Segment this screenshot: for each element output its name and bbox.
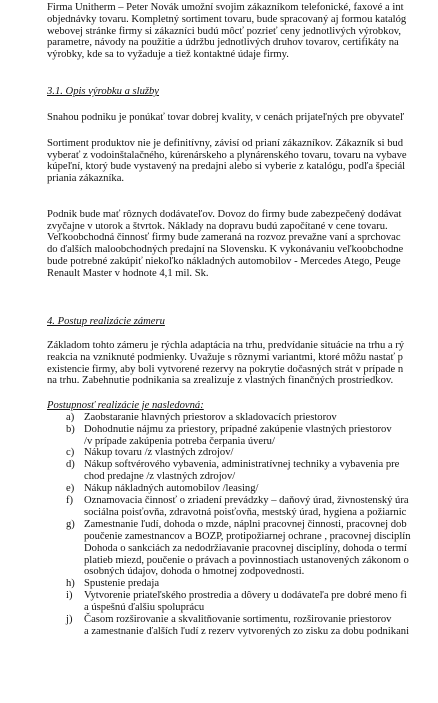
paragraph-line: existencie firmy, aby boli vytvorené rezervy na pokrytie dočasných strát v prípade n bbox=[47, 364, 404, 375]
list-item-text: Oznamovacia činnosť o zriadení prevádzky – daňový úrad, živnostenský úra bbox=[84, 495, 409, 506]
list-item-text: Zamestnanie ľudí, dohoda o mzde, náplni pracovnej činnosti, pracovnej dob bbox=[84, 519, 407, 530]
paragraph-line: vyberať z vodoinštalačného, kúrenárskeho a plynárenského tovaru, tovaru na vybave bbox=[47, 150, 407, 161]
list-item-text: /v prípade zakúpenia potreba čerpania úveru/ bbox=[84, 436, 275, 447]
list-item-text: a zamestnanie ďalších ľudí z rezerv vytvorených zo zisku za dobu podnikani bbox=[84, 626, 410, 637]
list-item-text: sociálna poisťovňa, zdravotná poisťovňa, mestský úrad, hygiena a požiarnic bbox=[84, 507, 407, 518]
paragraph-line: Renault Master v hodnote 4,1 mil. Sk. bbox=[47, 268, 209, 279]
list-item-text: chod predajne /z vlastných zdrojov/ bbox=[84, 471, 236, 482]
list-item-label: j) bbox=[66, 614, 73, 625]
list-item-text: Vytvorenie priateľského prostredia a dôvery u dodávateľa pre dobré meno fi bbox=[84, 590, 407, 601]
list-item-label: f) bbox=[66, 495, 74, 506]
list-item-text: poučenie zamestnancov a BOZP, protipožiarnej ochrane , pracovnej disciplín bbox=[84, 531, 411, 542]
list-item-text: Časom rozširovanie a skvalitňovanie sortimentu, rozširovanie priestorov bbox=[84, 614, 392, 625]
list-item-text: a úspešnú ďalšiu spoluprácu bbox=[84, 602, 205, 613]
intro-line: Firma Unitherm – Peter Novák umožní svojim zákazníkom telefonické, faxové a int bbox=[47, 2, 404, 13]
paragraph-line: Sortiment produktov nie je definitívny, závisí od prianí zákazníkov. Zákazník si bud bbox=[47, 138, 404, 149]
list-item-text: Zaobstaranie hlavných priestorov a skladovacích priestorov bbox=[84, 412, 337, 423]
list-item-text: Nákup tovaru /z vlastných zdrojov/ bbox=[84, 447, 234, 458]
list-item-text: Dohodnutie nájmu za priestory, prípadné zakúpenie vlastných priestorov bbox=[84, 424, 392, 435]
list-item-label: g) bbox=[66, 519, 75, 530]
paragraph-line: bude potrebné zakúpiť niekoľko nákladných automobilov - Mercedes Atego, Peuge bbox=[47, 256, 401, 267]
paragraph-line: zvyčajne v utorok a štvrtok. Náklady na dopravu budú započítané v cene tovaru. bbox=[47, 221, 388, 232]
list-item-label: h) bbox=[66, 578, 75, 589]
list-item-label: c) bbox=[66, 447, 75, 458]
section-4-heading: 4. Postup realizácie zámeru bbox=[47, 316, 165, 327]
list-item-text: Nákup softvérového vybavenia, administratívnej techniky a vybavenia pre bbox=[84, 459, 400, 470]
list-item-text: osobných údajov, dohoda o hmotnej zodpovednosti. bbox=[84, 566, 305, 577]
list-item-text: Spustenie predaja bbox=[84, 578, 160, 589]
paragraph-line: na trhu. Zabehnutie podnikania sa zrealizuje z vlastných finančných prostriedkov. bbox=[47, 375, 394, 386]
list-item-text: platieb miezd, poučenie o právach a povinnostiach ustanovených zákonom o bbox=[84, 555, 409, 566]
steps-subheading: Postupnosť realizácie je nasledovná: bbox=[47, 400, 204, 411]
paragraph-line: do ďalších maloobchodných predajní na Slovensku. K vykonávaniu veľkoobchodne bbox=[47, 244, 404, 255]
list-item-label: e) bbox=[66, 483, 75, 494]
paragraph-line: priania zákazníka. bbox=[47, 173, 125, 184]
paragraph-line: Snahou podniku je ponúkať tovar dobrej kvality, v cenách prijateľných pre obyvateľ bbox=[47, 112, 405, 123]
list-item-label: d) bbox=[66, 459, 75, 470]
list-item-label: i) bbox=[66, 590, 73, 601]
paragraph-line: reakcia na vzniknuté podmienky. Uvažuje s rôznymi variantmi, ktoré môžu nastať p bbox=[47, 352, 403, 363]
intro-line: výrobky, kde sa to vyžaduje a tiež kontaktné údaje firmy. bbox=[47, 49, 289, 60]
list-item-label: a) bbox=[66, 412, 75, 423]
list-item-label: b) bbox=[66, 424, 75, 435]
intro-line: parametre, návody na použitie a údržbu jednotlivých druhov tovarov, certifikáty na bbox=[47, 37, 399, 48]
paragraph-line: Základom tohto zámeru je rýchla adaptácia na trhu, predvídanie situácie na trhu a rý bbox=[47, 340, 405, 351]
intro-line: webovej stránke firmy si zákazníci budú môcť pozrieť ceny jednotlivých výrobkov, bbox=[47, 26, 402, 37]
paragraph-line: kúpeľní, ktorý bude vystavený na predajni alebo si vyberie z katalógu, podľa špeciál bbox=[47, 161, 406, 172]
list-item-text: Dohoda o sankciách za nedodržiavanie pracovnej disciplíny, dohoda o termí bbox=[84, 543, 407, 554]
list-item-text: Nákup nákladných automobilov /leasing/ bbox=[84, 483, 259, 494]
paragraph-line: Veľkoobchodná činnosť firmy bude zameraná na rozvoz prevažne vaní a sprchovac bbox=[47, 232, 401, 243]
intro-line: objednávky tovaru. Kompletný sortiment tovaru, bude spracovaný aj formou katalóg bbox=[47, 14, 407, 25]
paragraph-line: Podnik bude mať rôznych dodávateľov. Dovoz do firmy bude zabezpečený dodávat bbox=[47, 209, 402, 220]
section-3-1-heading: 3.1. Opis výrobku a služby bbox=[47, 86, 160, 97]
